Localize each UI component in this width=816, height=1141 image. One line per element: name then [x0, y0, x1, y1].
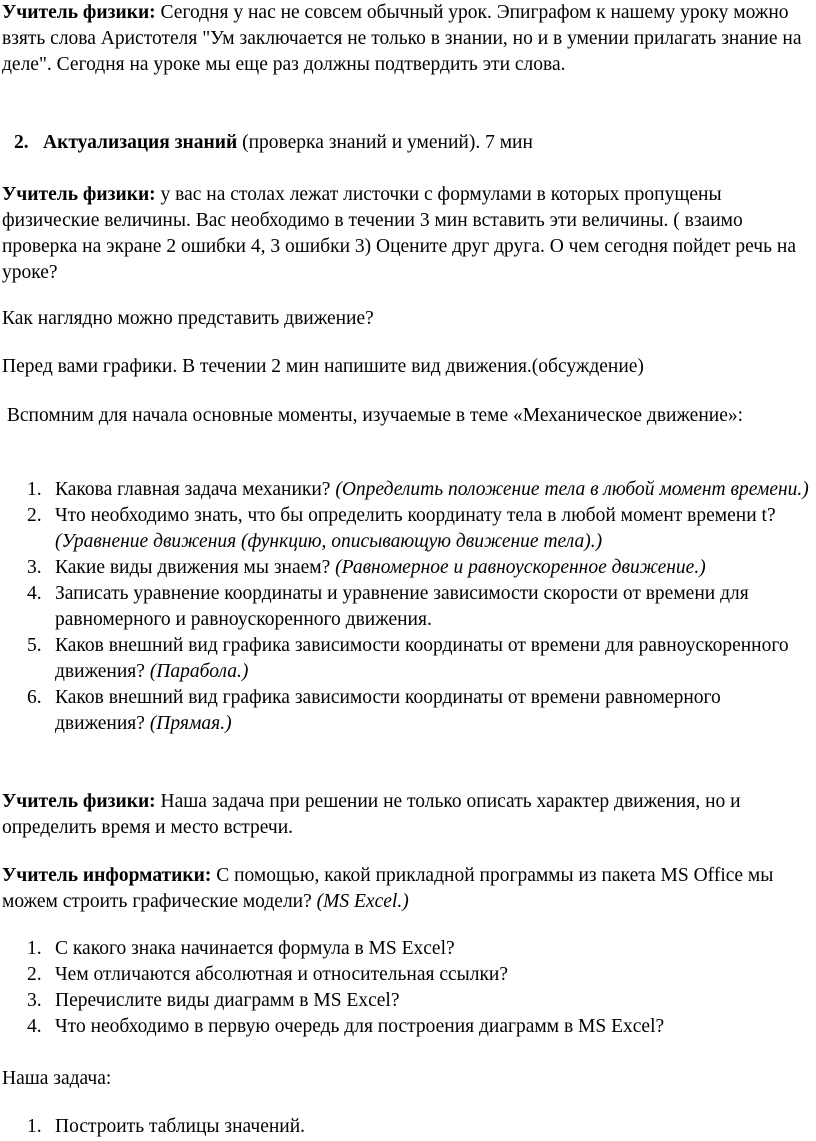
list-number: 4.: [27, 1016, 42, 1037]
question-text: Что необходимо знать, что бы определить координату тела в любой момент времени t?: [55, 505, 776, 526]
motion-question: Как наглядно можно представить движение?: [2, 308, 374, 329]
question-text: Записать уравнение координаты и уравнение зависимости скорости от времени для равномерного и равноускоренного движения.: [55, 583, 749, 630]
informatics-paragraph: [2, 863, 814, 915]
section-subtitle: (проверка знаний и умений). 7 мин: [237, 132, 533, 153]
recall-paragraph: Вспомним для начала основные моменты, изучаемые в теме «Механическое движение»:: [2, 405, 744, 426]
question-text: Какие виды движения мы знаем?: [55, 557, 336, 578]
mechanics-questions-list: [0, 477, 812, 737]
list-number: 1.: [27, 479, 42, 500]
list-number: 6.: [27, 687, 42, 708]
list-number: 1.: [27, 938, 42, 959]
task-list: [0, 1114, 812, 1140]
list-item: [0, 1114, 812, 1140]
list-item: [0, 988, 812, 1014]
list-item: [0, 633, 812, 685]
list-item: [0, 581, 812, 633]
list-number: 5.: [27, 635, 42, 656]
intro-paragraph: [2, 0, 814, 78]
question-text: Что необходимо в первую очередь для построения диаграмм в MS Excel?: [55, 1016, 665, 1037]
list-item: [0, 477, 812, 503]
question-text: Каков внешний вид графика зависимости координаты от времени для равноускоренного движения?: [55, 635, 789, 682]
excel-questions-list: [0, 936, 812, 1040]
question-text: Чем отличаются абсолютная и относительная ссылки?: [55, 964, 509, 985]
speaker-label: Учитель физики:: [2, 791, 156, 812]
list-item: [0, 962, 812, 988]
question-answer: (Уравнение движения (функцию, описывающую движение тела).): [55, 531, 603, 552]
question-answer: (Прямая.): [149, 713, 232, 734]
paragraph-text: Сегодня у нас не совсем обычный урок. Эпиграфом к нашему уроку можно взять слова Аристотеля "Ум заключается не только в знании, но и в умении прилагать знание на деле". Сегодня на уроке мы еще раз должны подтвердить эти слова.: [2, 2, 802, 75]
speaker-label: Учитель информатики:: [2, 865, 212, 886]
list-number: 2.: [27, 505, 42, 526]
list-item: [0, 555, 812, 581]
speaker-label: Учитель физики:: [2, 184, 156, 205]
paragraph-text: Наша задача при решении не только описать характер движения, но и определить время и место встречи.: [2, 791, 741, 838]
question-text: Какова главная задача механики?: [55, 479, 336, 500]
question-answer: (Парабола.): [149, 661, 249, 682]
list-number: 1.: [27, 1116, 42, 1137]
list-number: 3.: [27, 557, 42, 578]
meeting-task-paragraph: [2, 789, 814, 841]
list-item: [0, 1014, 812, 1040]
list-number: 3.: [27, 990, 42, 1011]
speaker-label: Учитель физики:: [2, 2, 156, 23]
paragraph-text: у вас на столах лежат листочки с формулами в которых пропущены физические величины. Вас необходимо в течении 3 мин вставить эти величины. ( взаимо проверка на экране 2 ошибки 4, 3 ошибки 3) Оцените друг друга. О чем сегодня пойдет речь на уроке?: [2, 184, 796, 283]
question-answer: (Равномерное и равноускоренное движение.): [335, 557, 706, 578]
paragraph-text: С помощью, какой прикладной программы из пакета MS Office мы можем строить графические модели?: [2, 865, 774, 912]
our-task-label: Наша задача:: [2, 1068, 112, 1089]
list-item: [0, 685, 812, 737]
graphs-paragraph: Перед вами графики. В течении 2 мин напишите вид движения.(обсуждение): [2, 356, 644, 377]
question-text: С какого знака начинается формула в MS Excel?: [55, 938, 455, 959]
task-text: Построить таблицы значений.: [55, 1116, 306, 1137]
list-number: 2.: [27, 964, 42, 985]
question-text: Каков внешний вид графика зависимости координаты от времени равномерного движения?: [55, 687, 721, 734]
question-text: Перечислите виды диаграмм в MS Excel?: [55, 990, 400, 1011]
list-item: [0, 503, 812, 555]
section-number: 2.: [14, 132, 29, 153]
question-answer: (Определить положение тела в любой момент времени.): [335, 479, 809, 500]
list-number: 4.: [27, 583, 42, 604]
section-title: Актуализация знаний: [43, 132, 238, 153]
tasks-paragraph: [2, 182, 814, 286]
section-heading: [14, 130, 814, 156]
paragraph-answer: (MS Excel.): [316, 891, 409, 912]
list-item: [0, 936, 812, 962]
